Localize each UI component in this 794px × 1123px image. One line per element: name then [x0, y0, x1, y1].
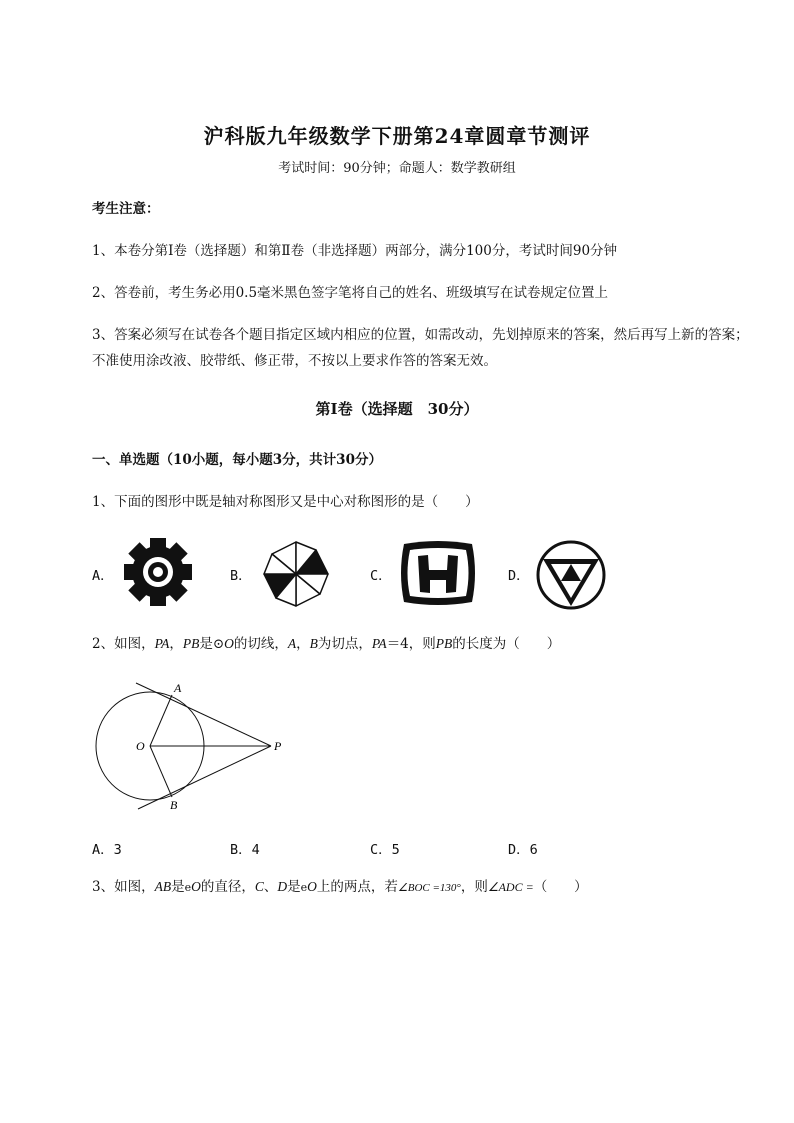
q2-option-b: B．4	[230, 842, 260, 858]
notice-item-3: 3、答案必须写在试卷各个题目指定区域内相应的位置，如需改动，先划掉原来的答案，然后再写上新的答案；不准使用涂改液、胶带纸、修正带，不按以上要求作答的答案无效。	[92, 327, 749, 369]
q1-option-b-label: B．	[230, 568, 252, 584]
q2-stem: 2、如图，PA，PB是⊙O的切线，A，B为切点，PA＝4，则PB的长度为（ ）	[92, 636, 561, 652]
tangent-figure	[88, 678, 298, 818]
notice-heading: 考生注意：	[92, 201, 160, 217]
q2-option-c: C．5	[370, 842, 400, 858]
point-b-label: B	[170, 798, 178, 812]
q2-option-a: A．3	[92, 842, 122, 858]
gear-icon	[122, 536, 194, 608]
point-o-label: O	[136, 739, 145, 753]
q1-option-c-label: C．	[370, 568, 392, 584]
triangle-in-circle-icon	[534, 538, 608, 612]
page-subtitle: 考试时间：90分钟；命题人：数学教研组	[278, 161, 516, 176]
q2-option-d: D．6	[508, 842, 538, 858]
pinwheel-icon	[258, 536, 334, 612]
q1-stem: 1、下面的图形中既是轴对称图形又是中心对称图形的是（ ）	[92, 494, 479, 510]
page-title: 沪科版九年级数学下册第24章圆章节测评	[203, 124, 591, 148]
q1-option-d-label: D．	[508, 568, 530, 584]
part1-heading: 第I卷（选择题 30分）	[315, 400, 479, 418]
q3-stem: 3、如图，AB是eO的直径，C、D是eO上的两点，若∠BOC =130°，则∠ADC =（ ）	[92, 879, 588, 895]
q1-option-a-label: A．	[92, 568, 114, 584]
point-p-label: P	[274, 739, 282, 753]
notice-item-1: 1、本卷分第I卷（选择题）和第Ⅱ卷（非选择题）两部分，满分100分，考试时间90分钟	[92, 243, 618, 259]
section-title: 一、单选题（10小题，每小题3分，共计30分）	[92, 452, 382, 468]
honda-logo-icon	[398, 540, 478, 606]
notice-item-2: 2、答卷前，考生务必用0.5毫米黑色签字笔将自己的姓名、班级填写在试卷规定位置上	[92, 285, 609, 301]
point-a-label: A	[174, 681, 182, 695]
